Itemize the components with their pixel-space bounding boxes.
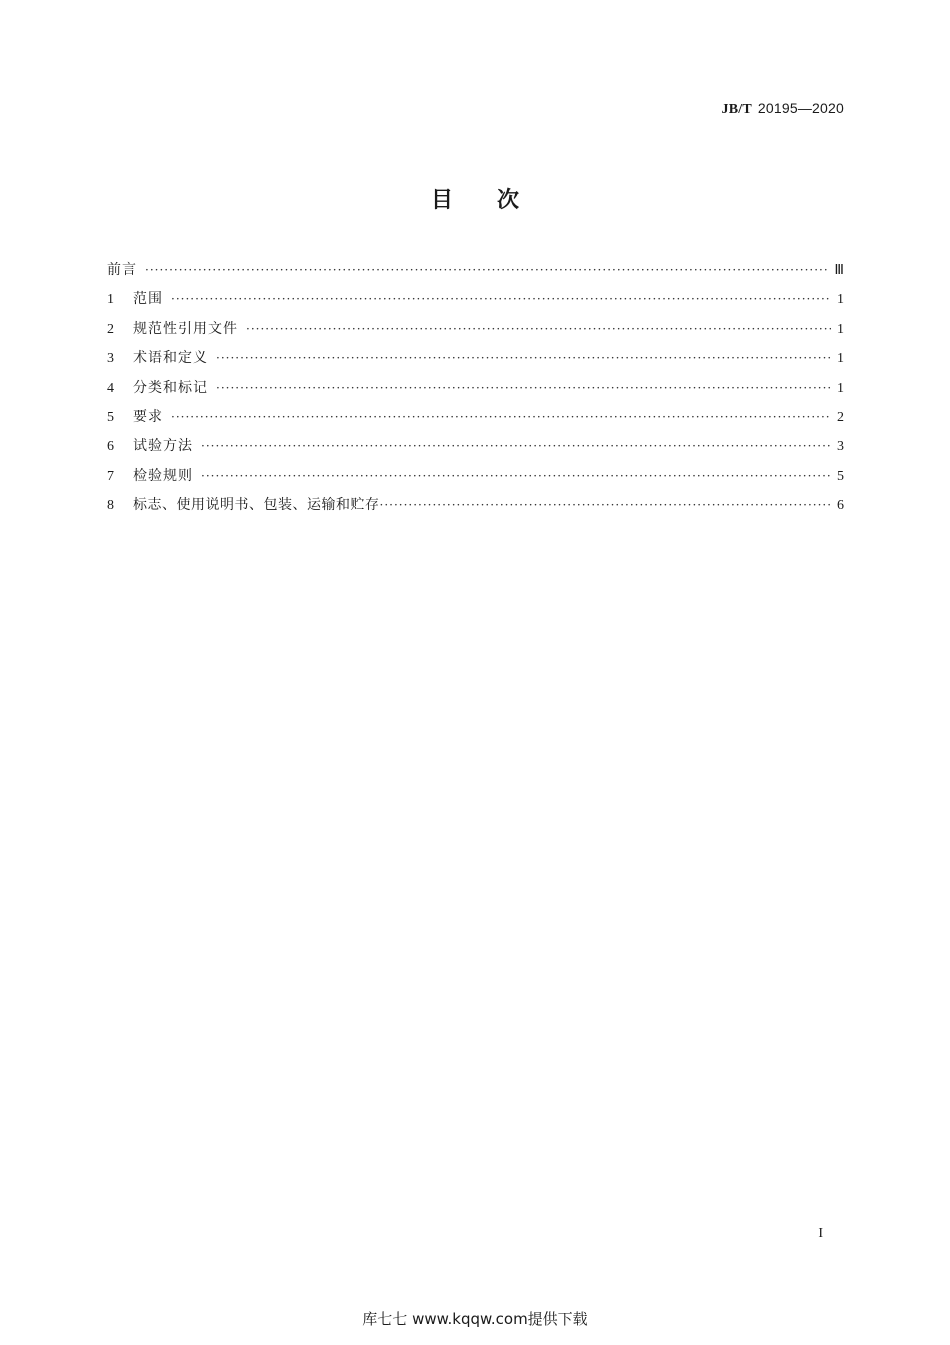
toc-entry-page: 2 (837, 409, 844, 425)
toc-entry-7[interactable] (107, 465, 844, 494)
toc-entry-4[interactable] (107, 377, 844, 406)
toc-entry-1[interactable] (107, 288, 844, 317)
toc-entry-page: 1 (837, 351, 844, 367)
toc-entry-text: 前言 (107, 262, 137, 278)
toc-entry-number: 5 (107, 409, 114, 425)
standard-number: 20195—2020 (757, 100, 844, 116)
toc-dot-leader (380, 498, 832, 512)
standard-prefix: JB/T (721, 102, 752, 117)
toc-dot-leader (201, 469, 831, 483)
page-title: 目次 (430, 188, 563, 213)
toc-entry-text: 试验方法 (133, 438, 193, 455)
toc-entry-text: 规范性引用文件 (133, 320, 238, 337)
toc-entry-text: 范围 (133, 291, 163, 308)
standard-code (722, 100, 844, 118)
toc-entry-text: 术语和定义 (133, 350, 208, 367)
toc-entry-page: 1 (837, 380, 844, 396)
toc-entry-text: 标志、使用说明书、包装、运输和贮存 (133, 497, 380, 514)
toc-entry-page: Ⅲ (834, 263, 844, 278)
toc-dot-leader (216, 381, 831, 395)
toc-dot-leader (246, 322, 831, 336)
toc-dot-leader (171, 292, 831, 306)
toc-entry-text: 要求 (133, 408, 163, 425)
toc-dot-leader (145, 263, 828, 277)
toc-entry-2[interactable] (107, 318, 844, 347)
toc-dot-leader (201, 439, 831, 453)
toc-entry-page: 1 (837, 321, 844, 337)
download-footer: 库七七 www.kqqw.com提供下载 (362, 1310, 588, 1328)
toc-entry-5[interactable] (107, 406, 844, 435)
toc-entry-number: 2 (107, 321, 114, 337)
toc-entry-page: 3 (837, 439, 844, 455)
toc-entry-6[interactable] (107, 435, 844, 464)
toc-entry-8[interactable] (107, 494, 844, 523)
toc-entry-number: 3 (107, 351, 114, 367)
toc-entry-number: 7 (107, 468, 114, 484)
toc-entry-number: 8 (107, 498, 114, 514)
toc-entry-text: 分类和标记 (133, 379, 208, 396)
toc-entry-foreword[interactable] (107, 259, 844, 288)
toc-entry-text: 检验规则 (133, 467, 193, 484)
toc-entry-3[interactable] (107, 347, 844, 376)
page-number: I (818, 1226, 823, 1241)
toc-entry-page: 6 (837, 498, 844, 514)
toc-entry-page: 5 (837, 468, 844, 484)
toc-entry-number: 4 (107, 380, 114, 396)
toc-entry-number: 1 (107, 292, 114, 308)
toc-dot-leader (171, 410, 831, 424)
toc-entry-number: 6 (107, 439, 114, 455)
toc-entry-page: 1 (837, 292, 844, 308)
table-of-contents (107, 259, 844, 524)
toc-dot-leader (216, 351, 831, 365)
